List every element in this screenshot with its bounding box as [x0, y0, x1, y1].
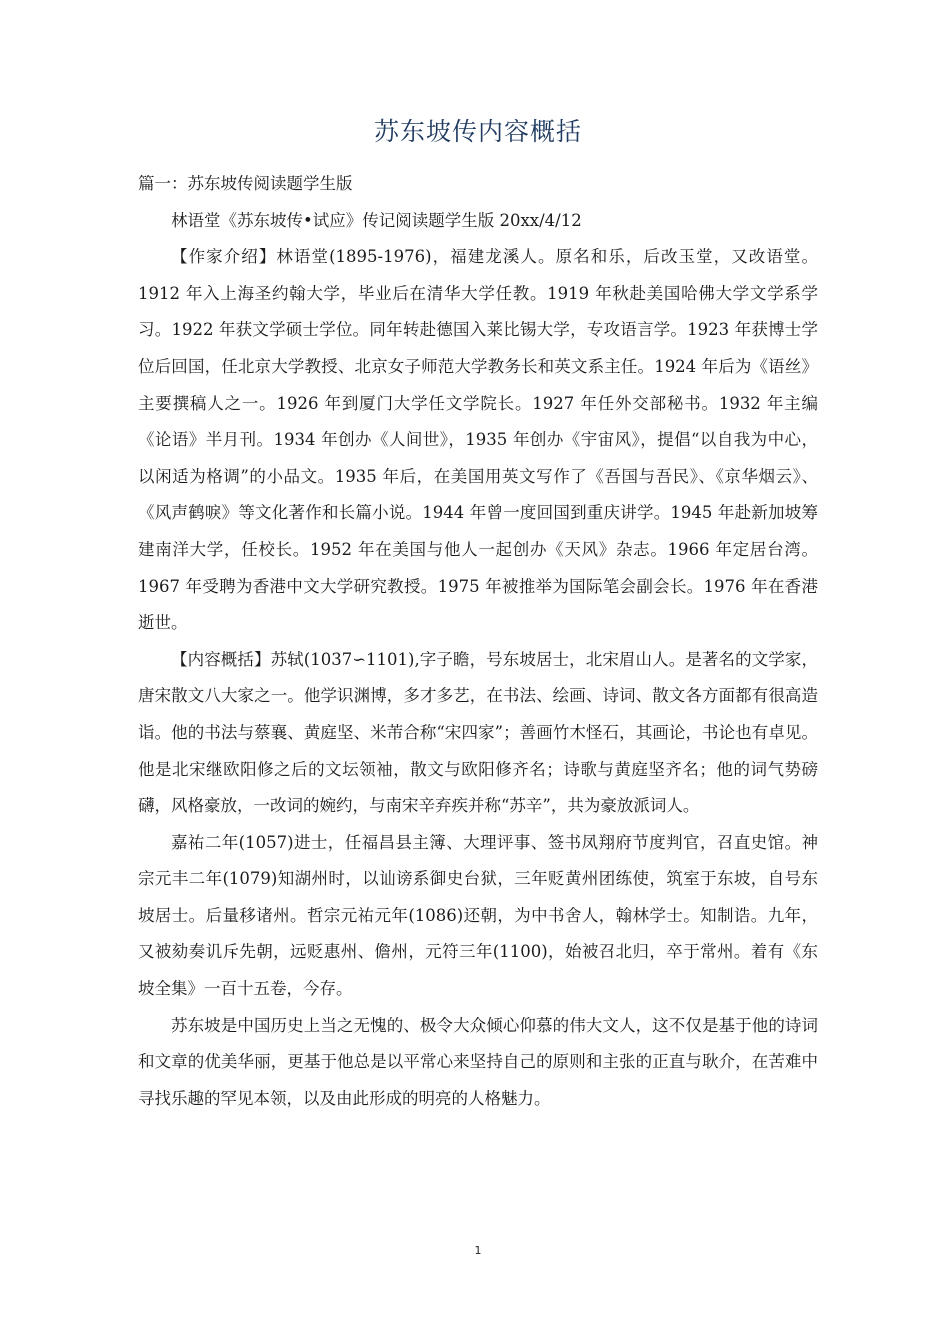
- paragraph-content-summary: 【内容概括】苏轼(1037∽1101),字子瞻，号东坡居士，北宋眉山人。是著名的文学家，唐宋散文八大家之一。他学识渊博，多才多艺，在书法、绘画、诗词、散文各方面都有很高造诣。他的书法与蔡襄、黄庭坚、米芾合称“宋四家”；善画竹木怪石，其画论，书论也有卓见。他是北宋继欧阳修之后的文坛领袖，散文与欧阳修齐名；诗歌与黄庭坚齐名；他的词气势磅礴，风格豪放，一改词的婉约，与南宋辛弃疾并称“苏辛”，共为豪放派词人。: [138, 649, 818, 816]
- section-heading: 篇一：苏东坡传阅读题学生版: [138, 174, 353, 193]
- page-title: 苏东坡传内容概括: [373, 117, 582, 146]
- paragraph-author-intro: 【作家介绍】林语堂(1895-1976)，福建龙溪人。原名和乐，后改玉堂，又改语堂。1912 年入上海圣约翰大学，毕业后在清华大学任教。1919 年秋赴美国哈佛大学文学系学习。1922 年获文学硕士学位。同年转赴德国入莱比锡大学，专攻语言学。1923 年获博士学位后回国，任北京大学教授、北京女子师范大学教务长和英文系主任。1924 年后为《语丝》主要撰稿人之一。1926 年到厦门大学任文学院长。1927 年任外交部秘书。1932 年主编《论语》半月刊。1934 年创办《人间世》，1935 年创办《宇宙风》，提倡“以自我为中心，以闲适为格调”的小品文。1935 年后，在美国用英文写作了《吾国与吾民》、《京华烟云》、《风声鹤唳》等文化著作和长篇小说。1944 年曾一度回国到重庆讲学。1945 年赴新加坡筹建南洋大学，任校长。1952 年在美国与他人一起创办《天风》杂志。1966 年定居台湾。1967 年受聘为香港中文大学研究教授。1975 年被推举为国际笔会副会长。1976 年在香港逝世。: [138, 247, 818, 633]
- paragraph-assessment: 苏东坡是中国历史上当之无愧的、极令大众倾心仰慕的伟大文人，这不仅是基于他的诗词和文章的优美华丽，更基于他总是以平常心来坚持自己的原则和主张的正直与耿介，在苦难中寻找乐趣的罕见本领，以及由此形成的明亮的人格魅力。: [138, 1015, 818, 1108]
- subheading: 林语堂《苏东坡传•试应》传记阅读题学生版 20xx/4/12: [171, 210, 582, 230]
- page-number: 1: [474, 1244, 482, 1257]
- document-body: [138, 166, 818, 1117]
- paragraph-career: 嘉祐二年(1057)进士，任福昌县主簿、大理评事、签书凤翔府节度判官，召直史馆。神宗元丰二年(1079)知湖州时，以讪谤系御史台狱，三年贬黄州团练使，筑室于东坡，自号东坡居士。后量移诸州。哲宗元祐元年(1086)还朝，为中书舍人，翰林学士。知制诰。九年，又被劾奏讥斥先朝，远贬惠州、儋州，元符三年(1100)，始被召北归，卒于常州。着有《东坡全集》一百十五卷，今存。: [138, 832, 818, 999]
